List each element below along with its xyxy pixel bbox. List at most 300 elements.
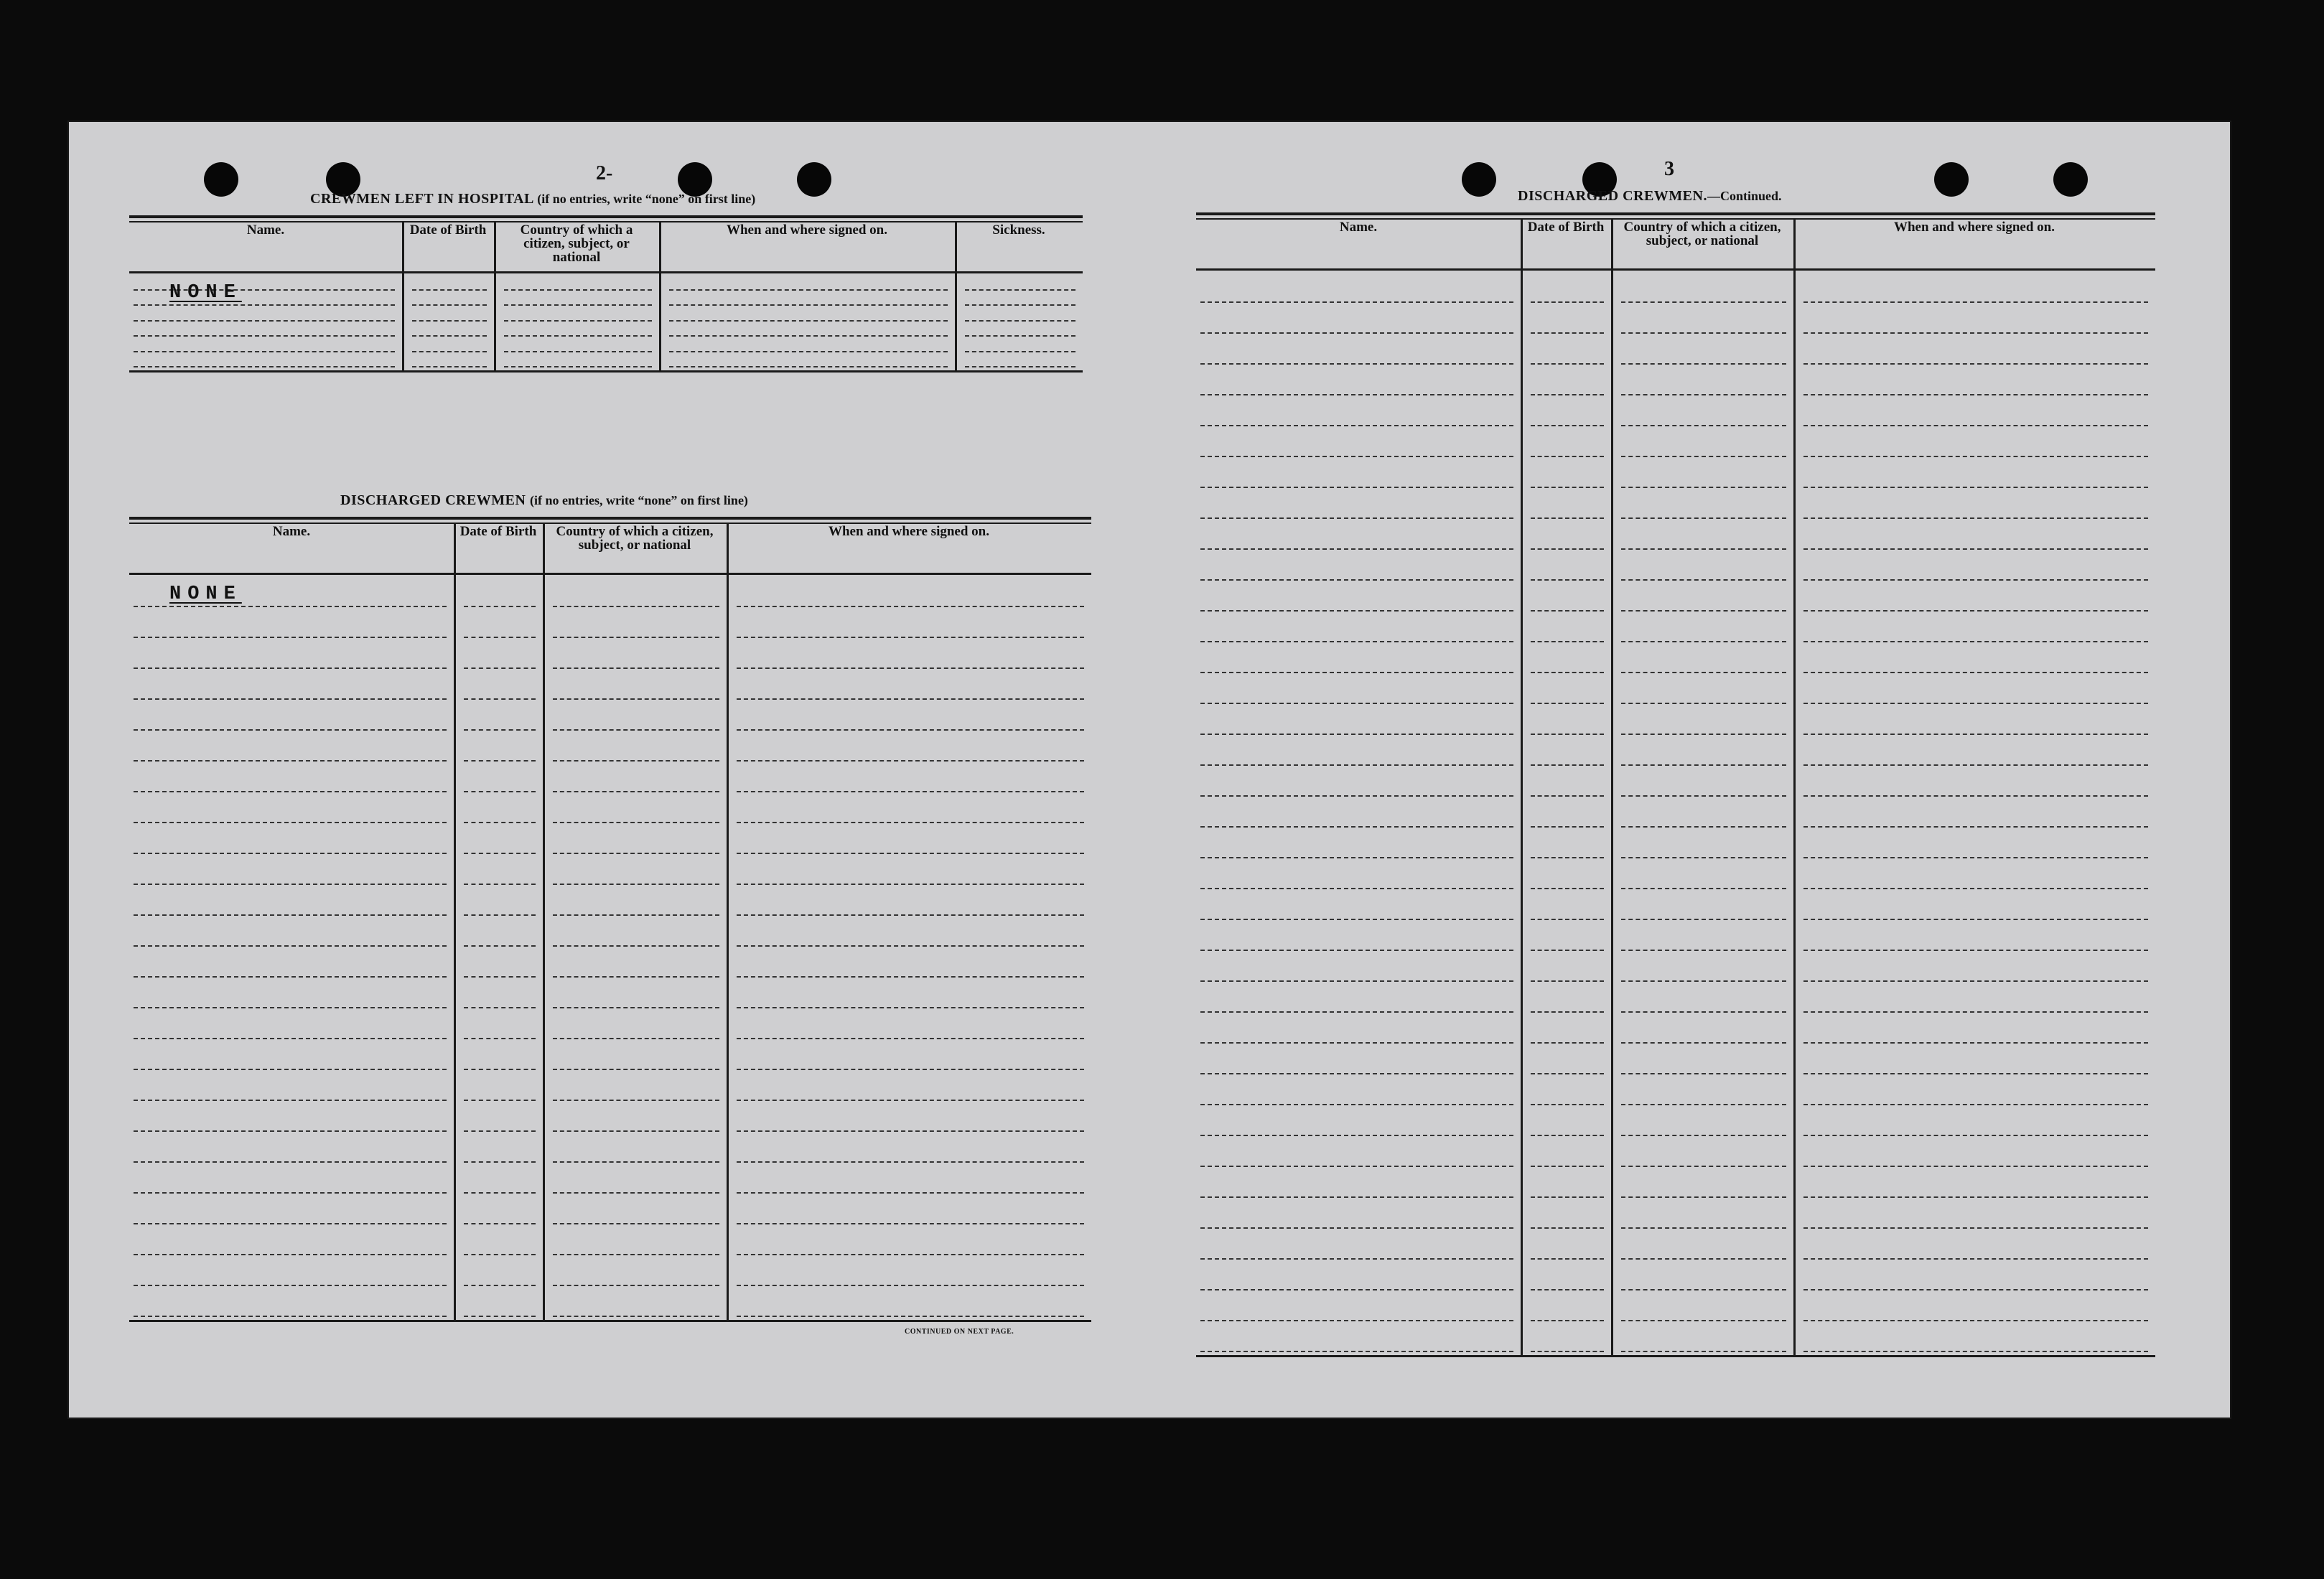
dotted-entry-line <box>1621 919 1786 920</box>
dotted-entry-line <box>1531 548 1604 550</box>
dotted-entry-line <box>464 667 536 669</box>
dotted-entry-line <box>1531 363 1604 365</box>
dotted-entry-line <box>1531 919 1604 920</box>
dotted-entry-line <box>553 698 719 700</box>
column-header: Country of which a citizen, subject, or national <box>520 222 633 265</box>
dotted-entry-line <box>464 698 536 700</box>
dotted-entry-line <box>1621 826 1786 828</box>
dotted-entry-line <box>1803 332 2148 334</box>
table-top-rule <box>129 215 1083 218</box>
dotted-entry-line <box>1803 1042 2148 1044</box>
dotted-entry-line <box>1200 363 1513 365</box>
dotted-entry-line <box>1200 703 1513 704</box>
dotted-entry-line <box>1200 579 1513 581</box>
dotted-entry-line <box>1200 857 1513 858</box>
dotted-entry-line <box>1803 795 2148 797</box>
dotted-entry-line <box>134 976 447 978</box>
dotted-entry-line <box>504 304 652 306</box>
typed-entry-none: NONE <box>169 282 242 304</box>
column-header: When and where signed on. <box>726 222 887 238</box>
dotted-entry-line <box>1621 1104 1786 1105</box>
dotted-entry-line <box>737 698 1084 700</box>
dotted-entry-line <box>965 335 1075 337</box>
dotted-entry-line <box>553 667 719 669</box>
dotted-entry-line <box>1803 857 2148 858</box>
dotted-entry-line <box>1531 1258 1604 1260</box>
dotted-entry-line <box>1200 548 1513 550</box>
dotted-entry-line <box>1621 672 1786 673</box>
dotted-entry-line <box>1200 795 1513 797</box>
dotted-entry-line <box>412 304 487 306</box>
dotted-entry-line <box>412 366 487 367</box>
dotted-entry-line <box>134 667 447 669</box>
dotted-entry-line <box>1621 363 1786 365</box>
dotted-entry-line <box>1621 641 1786 642</box>
dotted-entry-line <box>1803 1011 2148 1013</box>
dotted-entry-line <box>1621 1011 1786 1013</box>
dotted-entry-line <box>737 667 1084 669</box>
dotted-entry-line <box>1531 332 1604 334</box>
continued-title-text: DISCHARGED CREWMEN. <box>1518 188 1707 204</box>
dotted-entry-line <box>669 366 948 367</box>
dotted-entry-line <box>737 976 1084 978</box>
dotted-entry-line <box>1621 980 1786 982</box>
dotted-entry-line <box>1803 703 2148 704</box>
dotted-entry-line <box>1803 980 2148 982</box>
dotted-entry-line <box>553 791 719 792</box>
dotted-entry-line <box>464 1038 536 1039</box>
dotted-entry-line <box>464 637 536 638</box>
dotted-entry-line <box>134 366 395 367</box>
dotted-entry-line <box>134 637 447 638</box>
dotted-entry-line <box>1803 579 2148 581</box>
column-divider <box>402 222 404 370</box>
punch-hole <box>797 162 831 197</box>
header-bottom-rule <box>129 573 1091 575</box>
form-sheet <box>69 122 2230 1418</box>
dotted-entry-line <box>553 760 719 762</box>
dotted-entry-line <box>1621 394 1786 395</box>
dotted-entry-line <box>737 822 1084 823</box>
dotted-entry-line <box>1621 703 1786 704</box>
header-bottom-rule <box>129 271 1083 273</box>
dotted-entry-line <box>1621 1135 1786 1136</box>
discharged-section-title <box>340 492 748 509</box>
hospital-title-text: CREWMEN LEFT IN HOSPITAL <box>310 191 533 207</box>
dotted-entry-line <box>1803 517 2148 519</box>
dotted-entry-line <box>1531 734 1604 735</box>
dotted-entry-line <box>1803 610 2148 612</box>
dotted-entry-line <box>1803 919 2148 920</box>
dotted-entry-line <box>464 914 536 916</box>
dotted-entry-line <box>1803 1166 2148 1167</box>
punch-hole <box>1462 162 1496 197</box>
dotted-entry-line <box>1803 764 2148 766</box>
dotted-entry-line <box>1200 919 1513 920</box>
dotted-entry-line <box>1621 764 1786 766</box>
discharged-title-note: (if no entries, write “none” on first line) <box>529 493 748 507</box>
continued-table <box>1196 212 2155 1332</box>
dotted-entry-line <box>1531 579 1604 581</box>
dotted-entry-line <box>1200 456 1513 457</box>
dotted-entry-line <box>464 1285 536 1286</box>
dotted-entry-line <box>737 945 1084 947</box>
dotted-entry-line <box>1803 1320 2148 1321</box>
dotted-entry-line <box>134 884 447 885</box>
dotted-entry-line <box>464 976 536 978</box>
dotted-entry-line <box>134 729 447 731</box>
dotted-entry-line <box>134 791 447 792</box>
dotted-entry-line <box>1621 517 1786 519</box>
dotted-entry-line <box>1531 456 1604 457</box>
dotted-entry-line <box>1531 795 1604 797</box>
dotted-entry-line <box>1200 1011 1513 1013</box>
dotted-entry-line <box>965 320 1075 322</box>
dotted-entry-line <box>1803 1073 2148 1074</box>
dotted-entry-line <box>1200 1320 1513 1321</box>
dotted-entry-line <box>464 1254 536 1255</box>
dotted-entry-line <box>134 1069 447 1070</box>
dotted-entry-line <box>1200 1042 1513 1044</box>
dotted-entry-line <box>464 853 536 854</box>
dotted-entry-line <box>464 1192 536 1194</box>
dotted-entry-line <box>737 1069 1084 1070</box>
dotted-entry-line <box>504 335 652 337</box>
dotted-entry-line <box>1803 1258 2148 1260</box>
column-divider <box>1793 220 1796 1355</box>
dotted-entry-line <box>737 1223 1084 1224</box>
column-header: Date of Birth <box>459 524 537 539</box>
column-header: Name. <box>272 524 311 539</box>
dotted-entry-line <box>737 1192 1084 1194</box>
dotted-entry-line <box>1200 826 1513 828</box>
column-header: Name. <box>246 222 285 238</box>
dotted-entry-line <box>1803 363 2148 365</box>
dotted-entry-line <box>1531 764 1604 766</box>
dotted-entry-line <box>553 1100 719 1101</box>
dotted-entry-line <box>1531 641 1604 642</box>
dotted-entry-line <box>1531 301 1604 303</box>
dotted-entry-line <box>134 1100 447 1101</box>
dotted-entry-line <box>1621 857 1786 858</box>
dotted-entry-line <box>553 914 719 916</box>
dotted-entry-line <box>1621 1227 1786 1229</box>
dotted-entry-line <box>737 1130 1084 1132</box>
dotted-entry-line <box>1200 1351 1513 1352</box>
dotted-entry-line <box>737 760 1084 762</box>
table-bottom-rule <box>129 370 1083 373</box>
dotted-entry-line <box>737 1254 1084 1255</box>
punch-hole <box>204 162 238 197</box>
dotted-entry-line <box>1803 950 2148 951</box>
dotted-entry-line <box>737 1285 1084 1286</box>
dotted-entry-line <box>134 1192 447 1194</box>
dotted-entry-line <box>134 335 395 337</box>
dotted-entry-line <box>1621 734 1786 735</box>
dotted-entry-line <box>1803 301 2148 303</box>
dotted-entry-line <box>553 1038 719 1039</box>
dotted-entry-line <box>1803 1289 2148 1290</box>
dotted-entry-line <box>1200 610 1513 612</box>
dotted-entry-line <box>669 289 948 291</box>
dotted-entry-line <box>553 637 719 638</box>
dotted-entry-line <box>504 366 652 367</box>
dotted-entry-line <box>1803 394 2148 395</box>
dotted-entry-line <box>464 1130 536 1132</box>
dotted-entry-line <box>1531 1351 1604 1352</box>
dotted-entry-line <box>1531 610 1604 612</box>
column-divider <box>659 222 661 370</box>
dotted-entry-line <box>737 1161 1084 1163</box>
dotted-entry-line <box>1200 734 1513 735</box>
table-bottom-rule <box>1196 1355 2155 1357</box>
dotted-entry-line <box>737 1316 1084 1317</box>
dotted-entry-line <box>1200 301 1513 303</box>
dotted-entry-line <box>1621 1258 1786 1260</box>
dotted-entry-line <box>134 1254 447 1255</box>
hospital-title-note: (if no entries, write “none” on first line) <box>537 192 756 206</box>
dotted-entry-line <box>1531 672 1604 673</box>
dotted-entry-line <box>1531 950 1604 951</box>
dotted-entry-line <box>1621 425 1786 426</box>
dotted-entry-line <box>1531 1042 1604 1044</box>
dotted-entry-line <box>737 1100 1084 1101</box>
dotted-entry-line <box>1803 1135 2148 1136</box>
column-header: Sickness. <box>992 222 1045 238</box>
dotted-entry-line <box>669 335 948 337</box>
typed-entry-none: NONE <box>169 584 242 605</box>
dotted-entry-line <box>1803 1104 2148 1105</box>
dotted-entry-line <box>412 320 487 322</box>
dotted-entry-line <box>464 606 536 607</box>
dotted-entry-line <box>134 1038 447 1039</box>
dotted-entry-line <box>1803 425 2148 426</box>
dotted-entry-line <box>412 351 487 352</box>
dotted-entry-line <box>134 1161 447 1163</box>
dotted-entry-line <box>1200 888 1513 889</box>
dotted-entry-line <box>1200 487 1513 488</box>
dotted-entry-line <box>1200 1166 1513 1167</box>
dotted-entry-line <box>1200 980 1513 982</box>
dotted-entry-line <box>1803 888 2148 889</box>
dotted-entry-line <box>1803 1351 2148 1352</box>
dotted-entry-line <box>464 1100 536 1101</box>
dotted-entry-line <box>1621 1073 1786 1074</box>
dotted-entry-line <box>553 1069 719 1070</box>
dotted-entry-line <box>1621 301 1786 303</box>
column-header: Name. <box>1339 220 1378 235</box>
dotted-entry-line <box>134 1223 447 1224</box>
dotted-entry-line <box>1531 888 1604 889</box>
dotted-entry-line <box>1200 641 1513 642</box>
dotted-entry-line <box>464 1316 536 1317</box>
dotted-entry-line <box>553 1316 719 1317</box>
column-divider <box>1521 220 1523 1355</box>
dotted-entry-line <box>1803 826 2148 828</box>
table-top-rule <box>129 517 1091 520</box>
dotted-entry-line <box>1531 1289 1604 1290</box>
dotted-entry-line <box>1531 980 1604 982</box>
dotted-entry-line <box>965 351 1075 352</box>
dotted-entry-line <box>737 637 1084 638</box>
column-header: When and where signed on. <box>828 524 989 539</box>
dotted-entry-line <box>1621 1166 1786 1167</box>
dotted-entry-line <box>737 729 1084 731</box>
dotted-entry-line <box>737 853 1084 854</box>
dotted-entry-line <box>1803 487 2148 488</box>
dotted-entry-line <box>553 822 719 823</box>
dotted-entry-line <box>1803 1227 2148 1229</box>
dotted-entry-line <box>1200 1289 1513 1290</box>
dotted-entry-line <box>1200 332 1513 334</box>
dotted-entry-line <box>1200 517 1513 519</box>
dotted-entry-line <box>464 1069 536 1070</box>
dotted-entry-line <box>412 289 487 291</box>
dotted-entry-line <box>1621 1289 1786 1290</box>
dotted-entry-line <box>1200 1196 1513 1198</box>
dotted-entry-line <box>504 320 652 322</box>
dotted-entry-line <box>553 1254 719 1255</box>
continued-section-title <box>1518 188 1782 205</box>
dotted-entry-line <box>553 884 719 885</box>
dotted-entry-line <box>1531 517 1604 519</box>
dotted-entry-line <box>1803 1196 2148 1198</box>
dotted-entry-line <box>1621 795 1786 797</box>
dotted-entry-line <box>553 729 719 731</box>
dotted-entry-line <box>504 289 652 291</box>
dotted-entry-line <box>1531 1227 1604 1229</box>
dotted-entry-line <box>737 914 1084 916</box>
dotted-entry-line <box>1531 394 1604 395</box>
column-divider <box>727 524 729 1320</box>
dotted-entry-line <box>134 945 447 947</box>
dotted-entry-line <box>134 853 447 854</box>
dotted-entry-line <box>1531 1073 1604 1074</box>
dotted-entry-line <box>1803 456 2148 457</box>
hospital-section-title <box>310 191 755 207</box>
dotted-entry-line <box>1621 456 1786 457</box>
dotted-entry-line <box>464 791 536 792</box>
dotted-entry-line <box>1621 1351 1786 1352</box>
dotted-entry-line <box>965 304 1075 306</box>
dotted-entry-line <box>553 1161 719 1163</box>
dotted-entry-line <box>1200 672 1513 673</box>
dotted-entry-line <box>1200 425 1513 426</box>
dotted-entry-line <box>1531 857 1604 858</box>
dotted-entry-line <box>1803 734 2148 735</box>
dotted-entry-line <box>1621 1320 1786 1321</box>
dotted-entry-line <box>553 1285 719 1286</box>
dotted-entry-line <box>1531 1320 1604 1321</box>
dotted-entry-line <box>1200 1258 1513 1260</box>
dotted-entry-line <box>1621 1042 1786 1044</box>
dotted-entry-line <box>464 822 536 823</box>
punch-hole <box>1934 162 1969 197</box>
table-top-rule <box>1196 212 2155 215</box>
dotted-entry-line <box>134 698 447 700</box>
dotted-entry-line <box>134 760 447 762</box>
dotted-entry-line <box>1621 1196 1786 1198</box>
discharged-table <box>129 517 1091 1313</box>
dotted-entry-line <box>1531 826 1604 828</box>
dotted-entry-line <box>464 1161 536 1163</box>
dotted-entry-line <box>134 304 395 306</box>
dotted-entry-line <box>1803 672 2148 673</box>
dotted-entry-line <box>553 945 719 947</box>
dotted-entry-line <box>1200 950 1513 951</box>
dotted-entry-line <box>553 1192 719 1194</box>
dotted-entry-line <box>1200 1227 1513 1229</box>
dotted-entry-line <box>1531 1011 1604 1013</box>
dotted-entry-line <box>464 945 536 947</box>
dotted-entry-line <box>553 976 719 978</box>
dotted-entry-line <box>737 791 1084 792</box>
dotted-entry-line <box>737 884 1084 885</box>
dotted-entry-line <box>669 351 948 352</box>
dotted-entry-line <box>1621 548 1786 550</box>
dotted-entry-line <box>965 366 1075 367</box>
dotted-entry-line <box>134 1285 447 1286</box>
dotted-entry-line <box>1200 1135 1513 1136</box>
continued-footer: CONTINUED ON NEXT PAGE. <box>905 1328 1014 1336</box>
dotted-entry-line <box>464 1007 536 1008</box>
dotted-entry-line <box>464 729 536 731</box>
dotted-entry-line <box>134 1007 447 1008</box>
dotted-entry-line <box>134 320 395 322</box>
dotted-entry-line <box>134 351 395 352</box>
dotted-entry-line <box>1200 764 1513 766</box>
dotted-entry-line <box>1531 487 1604 488</box>
dotted-entry-line <box>134 1130 447 1132</box>
dotted-entry-line <box>1531 1104 1604 1105</box>
column-header: Country of which a citizen, subject, or national <box>556 524 714 553</box>
dotted-entry-line <box>669 320 948 322</box>
dotted-entry-line <box>737 1038 1084 1039</box>
dotted-entry-line <box>464 1223 536 1224</box>
column-header: Date of Birth <box>1527 220 1605 235</box>
column-divider <box>543 524 545 1320</box>
dotted-entry-line <box>504 351 652 352</box>
header-bottom-rule <box>1196 268 2155 271</box>
table-bottom-rule <box>129 1320 1091 1322</box>
dotted-entry-line <box>1621 950 1786 951</box>
column-header: When and where signed on. <box>1893 220 2055 235</box>
dotted-entry-line <box>553 1130 719 1132</box>
dotted-entry-line <box>464 760 536 762</box>
dotted-entry-line <box>1200 1104 1513 1105</box>
dotted-entry-line <box>134 914 447 916</box>
dotted-entry-line <box>1803 641 2148 642</box>
dotted-entry-line <box>553 853 719 854</box>
dotted-entry-line <box>1531 1135 1604 1136</box>
dotted-entry-line <box>134 606 447 607</box>
continued-title-suffix: —Continued. <box>1707 189 1782 203</box>
dotted-entry-line <box>1200 394 1513 395</box>
column-divider <box>454 524 456 1320</box>
dotted-entry-line <box>1200 1073 1513 1074</box>
discharged-title-text: DISCHARGED CREWMEN <box>340 492 526 508</box>
dotted-entry-line <box>412 335 487 337</box>
dotted-entry-line <box>553 1007 719 1008</box>
column-divider <box>955 222 957 370</box>
page-number-left: 2- <box>596 162 613 184</box>
column-header: Country of which a citizen, subject, or national <box>1623 220 1781 248</box>
dotted-entry-line <box>1621 888 1786 889</box>
dotted-entry-line <box>737 606 1084 607</box>
dotted-entry-line <box>737 1007 1084 1008</box>
column-header: Date of Birth <box>409 222 487 238</box>
dotted-entry-line <box>134 822 447 823</box>
